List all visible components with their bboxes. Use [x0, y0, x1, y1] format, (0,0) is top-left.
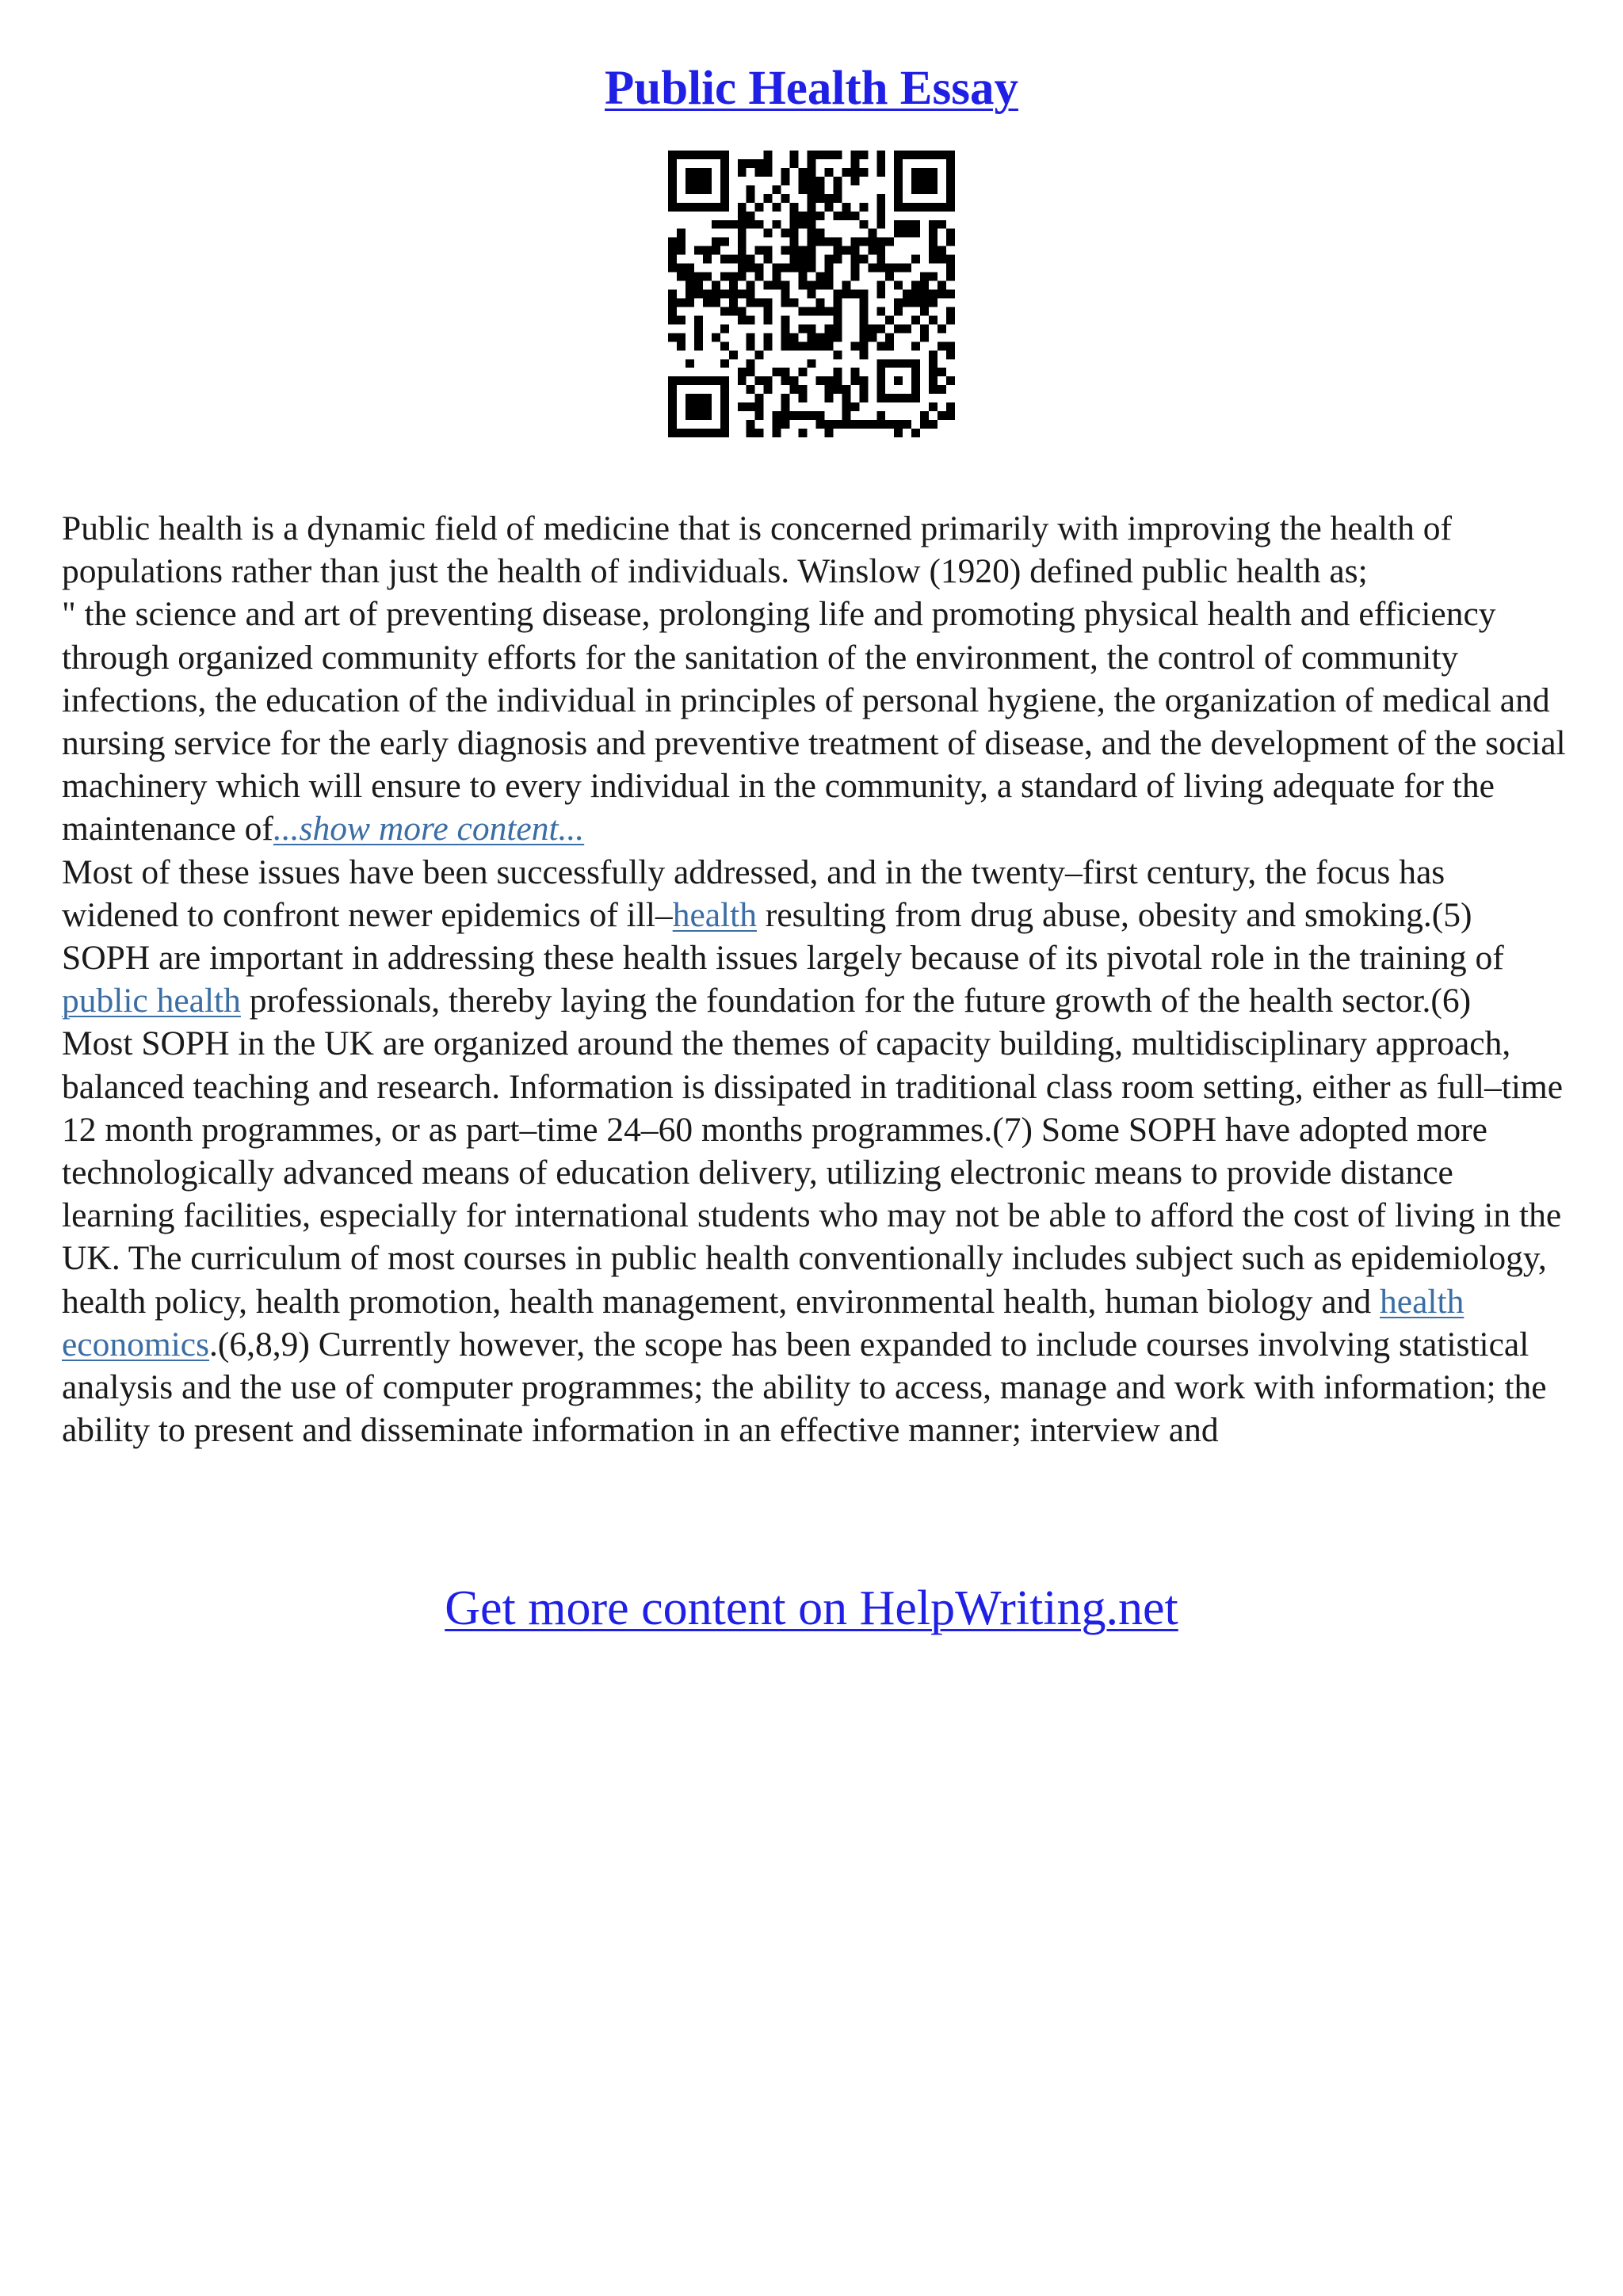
title-link[interactable]: Public Health Essay	[605, 62, 1018, 115]
footer	[0, 1577, 1623, 1640]
essay-body	[62, 507, 1568, 1451]
qr-code-icon	[668, 151, 955, 437]
paragraph-issues	[62, 851, 1568, 1023]
paragraph-issues-text-2: resulting from drug abuse, obesity and smoking.(5) SOPH are important in addressing these health issues largely because of its pivotal role in the training of	[62, 895, 1504, 978]
public-health-link[interactable]: public health	[62, 982, 241, 1020]
health-economics-link[interactable]: health economics	[62, 1282, 1465, 1363]
health-link[interactable]: health	[672, 895, 757, 934]
paragraph-issues-text-3: professionals, thereby laying the foundation for the future growth of the health sector.(6)	[240, 982, 1472, 1020]
paragraph-intro	[62, 507, 1568, 851]
paragraph-issues-text-1: Most of these issues have been successfully addressed, and in the twenty–first century, the focus has widened to confront newer epidemics of ill–	[62, 852, 1445, 934]
paragraph-soph-text-1: Most SOPH in the UK are organized around the themes of capacity building, multidisciplinary approach, balanced teaching and research. Information is dissipated in traditional class room setting, either as full–time 12 month programmes, or as part–time 24–60 months programmes.(7) Some SOPH have adopted more technologically advanced means of education delivery, utilizing electronic means to provide distance learning facilities, especially for international students who may not be able to afford the cost of living in the UK. The curriculum of most courses in public health conventionally includes subject such as epidemiology, health policy, health promotion, health management, environmental health, human biology and	[62, 1024, 1564, 1321]
paragraph-soph-text-2: .(6,8,9) Currently however, the scope has been expanded to include courses involving statistical analysis and the use of computer programmes; the ability to access, manage and work with information; the ability to present and disseminate information in an effective manner; interview and	[62, 1325, 1547, 1450]
paragraph-soph	[62, 1022, 1568, 1451]
page-title	[0, 57, 1623, 120]
paragraph-intro-text: Public health is a dynamic field of medicine that is concerned primarily with improving the health of populations rather than just the health of individuals. Winslow (1920) defined public health as; " the science and art of preventing disease, prolonging life and promoting physical health and efficiency through organized community efforts for the sanitation of the environment, the control of community infections, the education of the individual in principles of personal hygiene, the organization of medical and nursing service for the early diagnosis and preventive treatment of disease, and the development of the social machinery which will ensure to every individual in the community, a standard of living adequate for the maintenance of	[62, 509, 1566, 849]
show-more-link[interactable]: ...show more content...	[273, 810, 585, 849]
get-more-content-link[interactable]: Get more content on HelpWriting.net	[445, 1581, 1178, 1635]
